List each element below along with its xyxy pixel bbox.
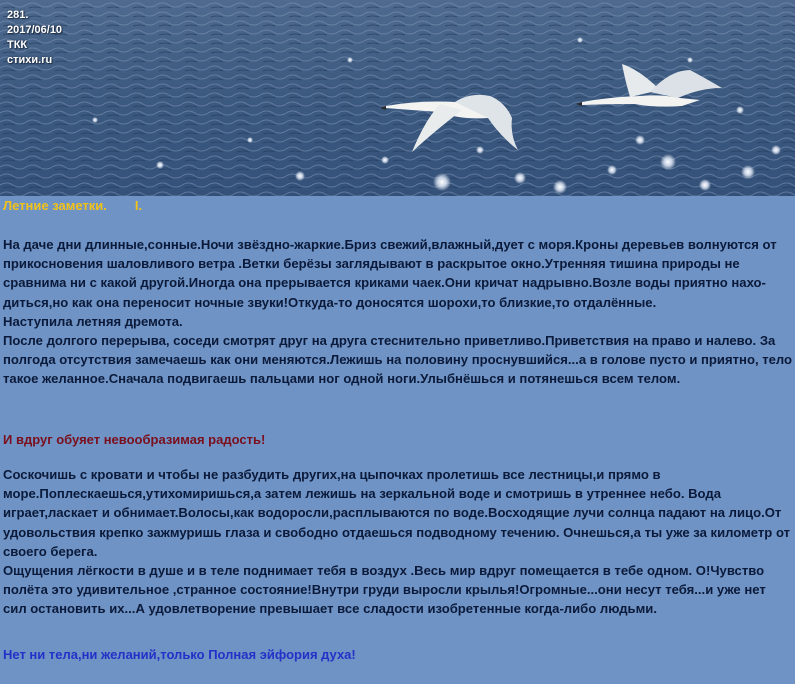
title-number: I.	[134, 198, 143, 213]
header-photo	[0, 0, 795, 196]
paragraph: На даче дни длинные,сонные.Ночи звёздно-жаркие.Бриз свежий,влажный,дует с моря.Кроны деревьев волнуются от прикосновения шаловливого ветра .Ветки берёзы заглядывают в раскрытое окно.Утренняя тишина природы не сравнима ни с какой другой.Иногда она прерывается криками чаек.Они кричат надрывно.Возле воды приятно нахо-диться,но как она переносит ночные звуки!Откуда-то доносятся шорохи,то близкие,то отдалённые.	[3, 237, 777, 310]
caption-number: 281.	[7, 9, 29, 21]
paragraph: Соскочишь с кровати и чтобы не разбудить других,на цыпочках пролетишь все лестницы,и прямо в море.Поплескаешься,утихомиришься,а затем лежишь на зеркальной воде и смотришь в утреннее небо. Вода играет,ласкает и обнимает.Волосы,как водоросли,расплываются по воде.Восходящие лучи солнца падают на лицо.От удовольствия крепко зажмуришь глаза и свободно отдаешься подводному течению. Очнешься,а ты уже за километр от своего берега.	[3, 467, 791, 559]
exclamation-line: И вдруг обуяет невообразимая радость!	[3, 432, 266, 447]
caption-date: 2017/06/10	[7, 24, 63, 36]
caption-author: ТКК	[7, 39, 28, 51]
swans-over-water-image	[0, 0, 795, 196]
paragraph: Ощущения лёгкости в душе и в теле поднимает тебя в воздух .Весь мир вдруг помещается в тебе одном. О!Чувство полёта это удивительное ,странное состояние!Внутри груди выросли крылья!Огромные...они несут тебя...и уже нет сил остановить их...А удовлетворение превышает все сладости изобретенные когда-либо людьми.	[3, 563, 766, 617]
article	[0, 196, 795, 684]
article-body-part-2	[3, 465, 793, 619]
paragraph: После долгого перерыва, соседи смотрят друг на друга стеснительно приветливо.Приветствия на право и налево. За полгода отсутствия замечаешь как они меняются.Лежишь на половину проснувшийся...а в голове пусто и приятно, тело такое желанное.Сначала подвигаешь пальцами ног одной ноги.Улыбнёшься и потянешься всем телом.	[3, 333, 793, 387]
paragraph: Наступила летняя дремота.	[3, 313, 183, 329]
article-body-part-1	[3, 235, 793, 389]
title-text: Летние заметки.	[3, 198, 107, 213]
photo-caption	[7, 8, 62, 68]
article-title	[3, 198, 142, 213]
caption-site: стихи.ru	[7, 54, 53, 66]
closing-line: Нет ни тела,ни желаний,только Полная эйфория духа!	[3, 647, 356, 662]
